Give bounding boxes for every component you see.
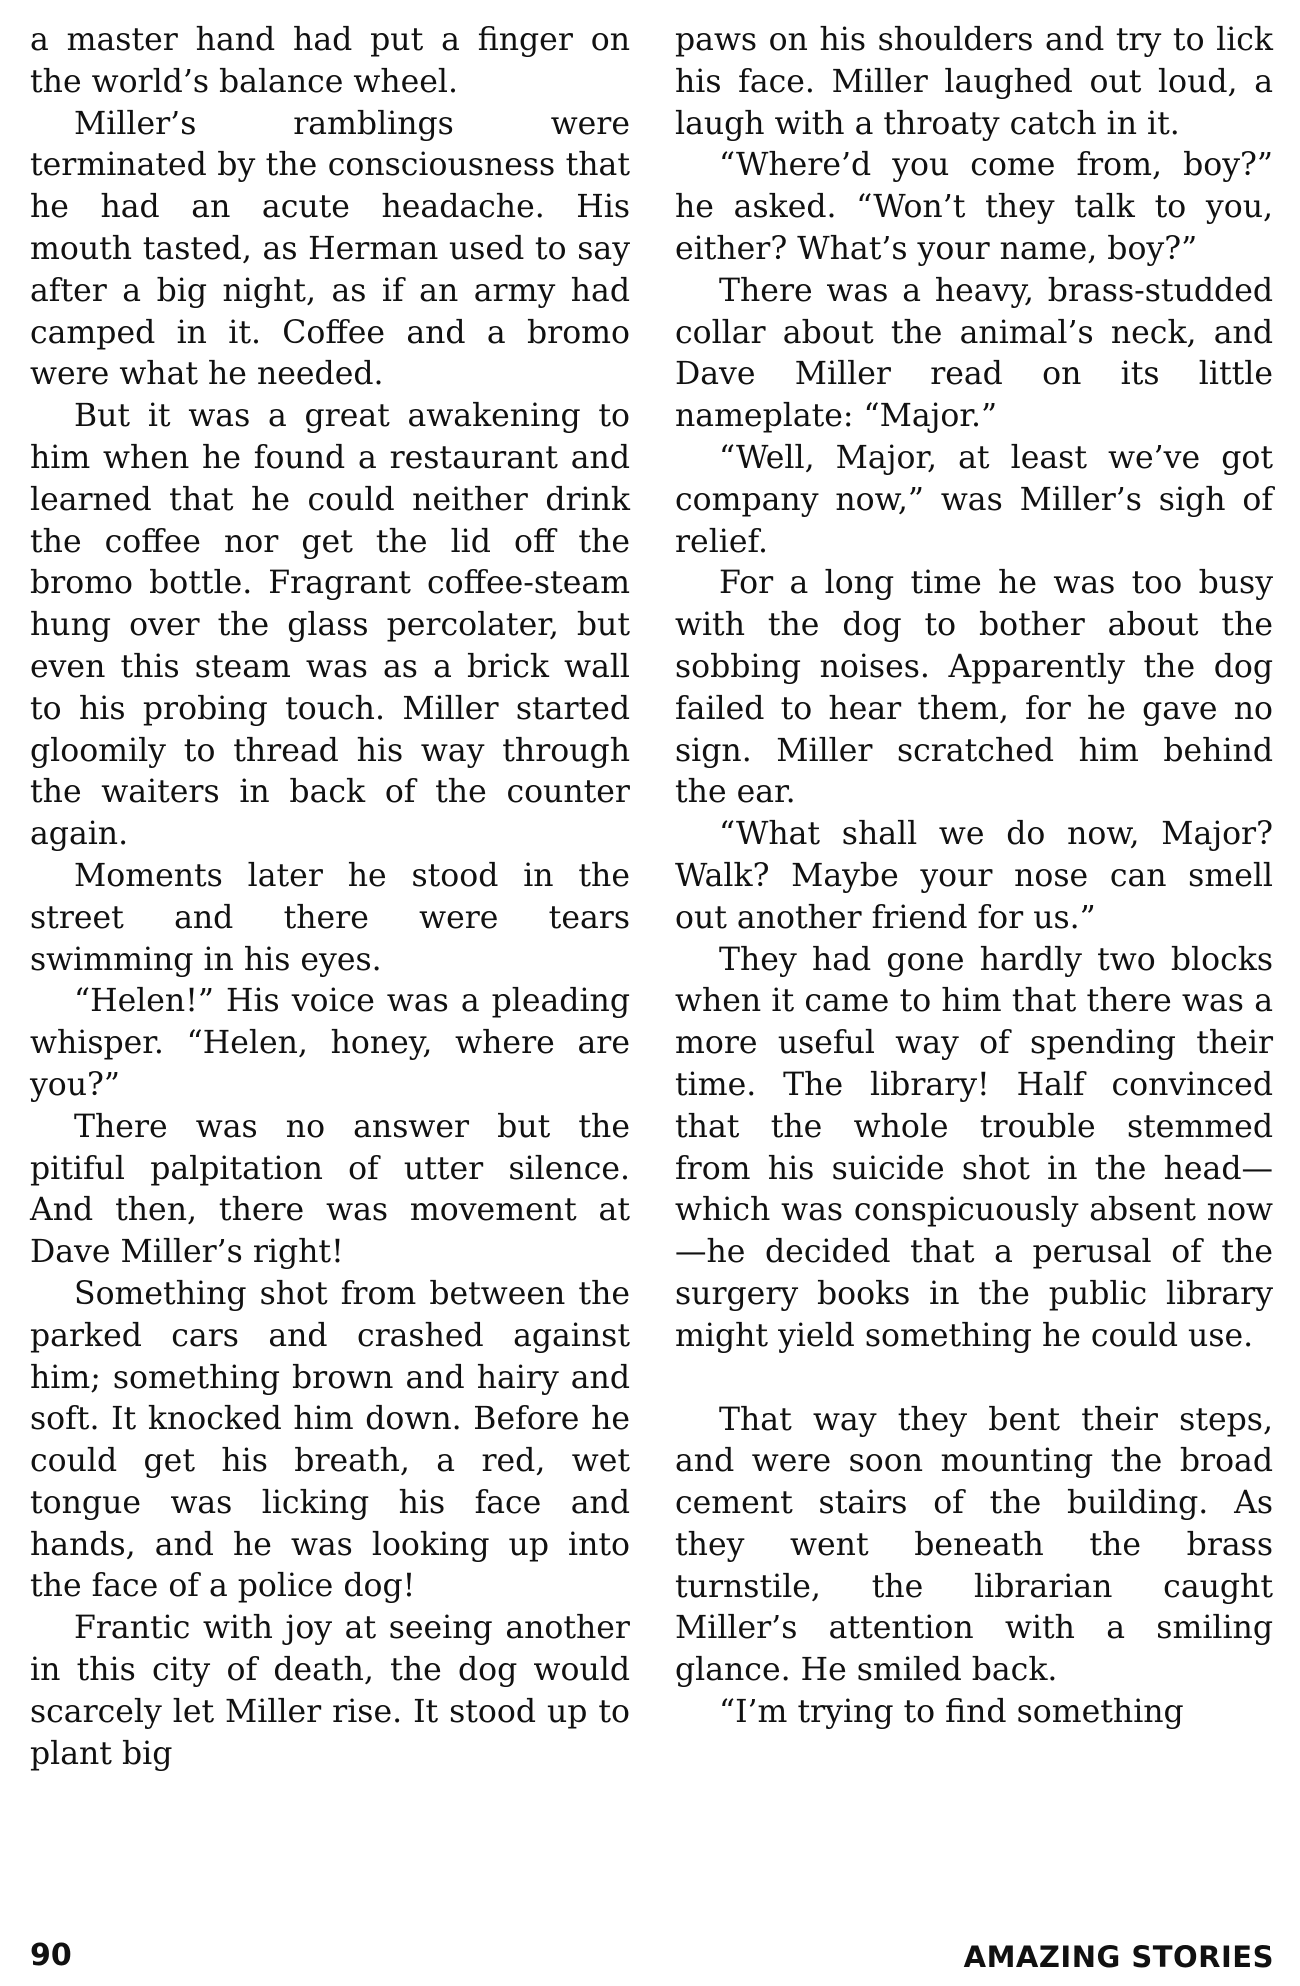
right-column (675, 20, 1273, 1734)
paragraph: Something shot from between the parked cars and crashed against him; something brown and hairy and soft. It knocked him down. Before he could get his breath, a red, wet tongue was licking his face and hands, and he was looking up into the face of a police dog! (30, 1275, 630, 1605)
paragraph: They had gone hardly two blocks when it came to him that there was a more useful way of spending their time. The library! Half convinced that the whole trouble stemmed from his suicide shot in the head—which was conspicuously absent now—he decided that a perusal of the surgery books in the public library might yield something he could use. (675, 941, 1273, 1354)
paragraph: “Helen!” His voice was a pleading whisper. “Helen, honey, where are you?” (30, 983, 630, 1103)
page-number: 90 (30, 1938, 72, 1973)
paragraph: There was a heavy, brass-studded collar about the animal’s neck, and Dave Miller read on its little nameplate: “Major.” (675, 272, 1273, 435)
paragraph: paws on his shoulders and try to lick his face. Miller laughed out loud, a laugh with a throaty catch in it. (675, 22, 1273, 142)
paragraph: “What shall we do now, Major? Walk? Maybe your nose can smell out another friend for us.” (675, 816, 1273, 936)
paragraph: For a long time he was too busy with the dog to bother about the sobbing noises. Apparently the dog failed to hear them, for he gave no sign. Miller scratched him behind the ear. (675, 565, 1273, 811)
paragraph: But it was a great awakening to him when he found a restaurant and learned that he could neither drink the coffee nor get the lid off the bromo bottle. Fragrant coffee-steam hung over the glass percolater, but even this steam was as a brick wall to his probing touch. Miller started gloomily to thread his way through the waiters in back of the counter again. (30, 398, 630, 853)
paragraph: Frantic with joy at seeing another in this city of death, the dog would scarcely let Miller rise. It stood up to plant big (30, 1610, 630, 1772)
paragraph: “Where’d you come from, boy?” he asked. “Won’t they talk to you, either? What’s your name, boy?” (675, 147, 1273, 267)
left-column (30, 20, 630, 1775)
paragraph: That way they bent their steps, and were soon mounting the broad cement stairs of the building. As they went beneath the brass turnstile, the librarian caught Miller’s attention with a smiling glance. He smiled back. (675, 1401, 1273, 1689)
paragraph: “Well, Major, at least we’ve got company now,” was Miller’s sigh of relief. (675, 439, 1273, 560)
paragraph: “I’m trying to find something (719, 1694, 1184, 1731)
running-title: AMAZING STORIES (963, 1940, 1274, 1974)
paragraph: Moments later he stood in the street and there were tears swimming in his eyes. (30, 857, 630, 978)
paragraph: a master hand had put a finger on the world’s balance wheel. (30, 22, 630, 100)
paragraph: There was no answer but the pitiful palpitation of utter silence. And then, there was movement at Dave Miller’s right! (30, 1108, 630, 1271)
paragraph: Miller’s ramblings were terminated by the consciousness that he had an acute headache. His mouth tasted, as Herman used to say after a big night, as if an army had camped in it. Coffee and a bromo were what he needed. (30, 105, 630, 393)
